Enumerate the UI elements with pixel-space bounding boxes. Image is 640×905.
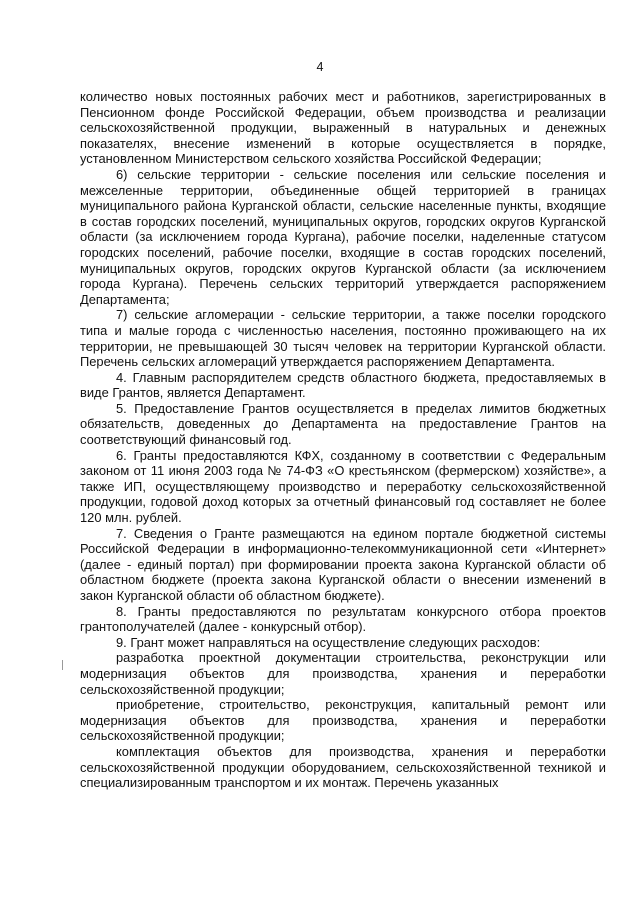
paragraph: комплектация объектов для производства, хранения и переработки сельскохозяйственной продукции оборудованием, сельскохозяйственной техникой и специализированным транспортом и их монтаж. Перечень указанных [80,743,606,791]
paragraph: 5. Предоставление Грантов осуществляется в пределах лимитов бюджетных обязательств, доведенных до Департамента на предоставление Грантов на соответствующий финансовый год. [80,400,606,448]
paragraph: 8. Гранты предоставляются по результатам конкурсного отбора проектов грантополучателей (далее - конкурсный отбор). [80,603,606,635]
paragraph: 6. Гранты предоставляются КФХ, созданному в соответствии с Федеральным законом от 11 июня 2003 года № 74-ФЗ «О крестьянском (фермерском) хозяйстве», а также ИП, осуществляющему производство и переработку сельскохозяйственной продукции, годовой доход которых за отчетный финансовый год составляет не более 120 млн. рублей. [80,447,606,526]
paragraph: приобретение, строительство, реконструкция, капитальный ремонт или модернизация объектов для производства, хранения и переработки сельскохозяйственной продукции; [80,697,606,744]
paragraph: 9. Грант может направляться на осуществление следующих расходов: [116,634,541,650]
paragraph: разработка проектной документации строительства, реконструкции или модернизация объектов для производства, хранения и переработки сельскохозяйственной продукции; [80,650,606,697]
document-body [80,89,606,791]
paragraph: количество новых постоянных рабочих мест и работников, зарегистрированных в Пенсионном фонде Российской Федерации, объем производства и реализации сельскохозяйственной продукции, выраженный в натуральных и денежных показателях, внесение изменений в которые осуществляется в порядке, установленном Министерством сельского хозяйства Российской Федерации; [80,89,606,167]
paragraph: 7. Сведения о Гранте размещаются на едином портале бюджетной системы Российской Федерации в информационно-телекоммуникационной сети «Интернет» (далее - единый портал) при формировании проекта закона Курганской области об областном бюджете (проекта закона Курганской области о внесении изменений в закон Курганской области об областном бюджете). [80,525,606,603]
margin-mark [62,660,63,670]
paragraph: 7) сельские агломерации - сельские территории, а также поселки городского типа и малые города с численностью населения, постоянно проживающего на их территории, не превышающей 30 тысяч человек на территории Курганской области. Перечень сельских агломераций утверждается распоряжением Департамента. [80,307,606,370]
page-number: 4 [316,60,324,74]
paragraph: 4. Главным распорядителем средств областного бюджета, предоставляемых в виде Грантов, является Департамент. [80,369,606,401]
paragraph: 6) сельские территории - сельские поселения или сельские поселения и межселенные территории, объединенные общей территорией в границах муниципального района Курганской области, сельские населенные пункты, входящие в состав городских поселений, муниципальных округов, городских округов Курганской области (за исключением города Кургана), рабочие поселки, наделенные статусом городских поселений, рабочие поселки, входящие в состав городских поселений, муниципальных округов, городских округов Курганской области (за исключением города Кургана). Перечень сельских территорий утверждается распоряжением Департамента; [80,166,606,307]
